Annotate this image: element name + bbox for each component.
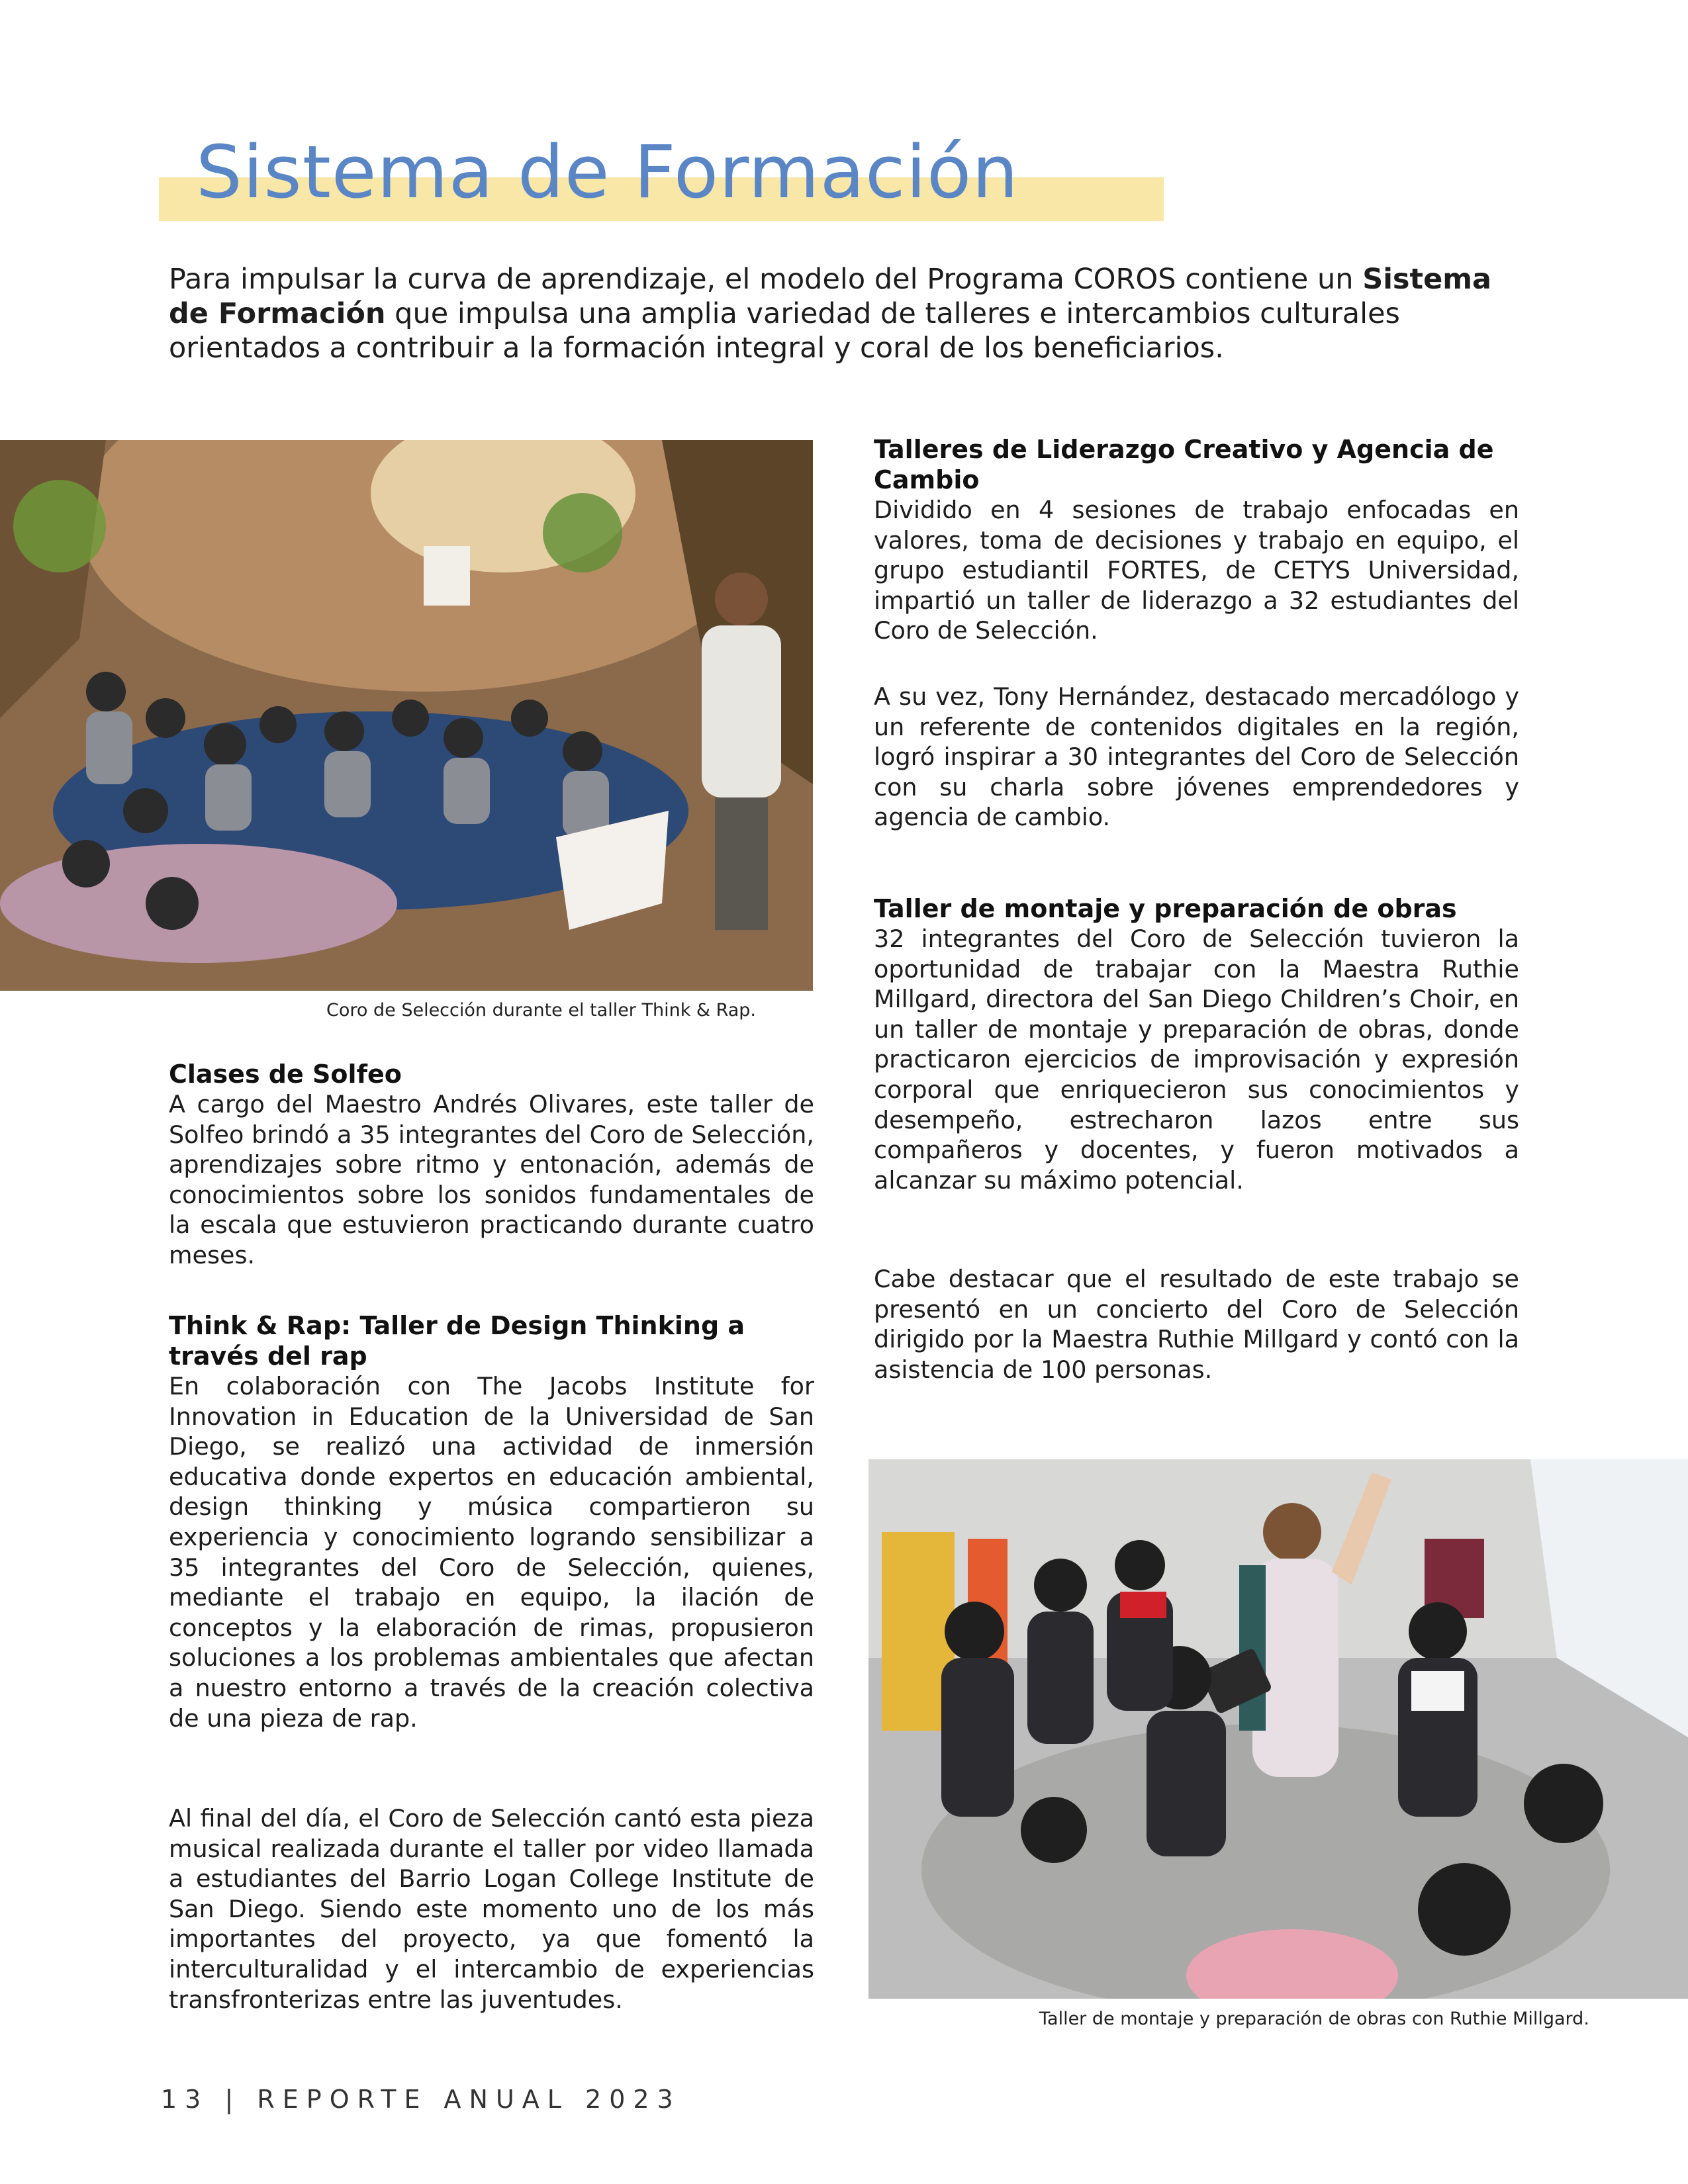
photo1-caption: Coro de Selección durante el taller Think & Rap. [326,1000,757,1021]
section-heading: Taller de montaje y preparación de obras [874,894,1457,923]
section-solfeo [169,1059,814,1271]
intro-bold-term: Sistema de Formación [169,263,1492,330]
section-think-rap [169,1310,814,1733]
section-body: A cargo del Maestro Andrés Olivares, este taller de Solfeo brindó a 35 integrantes del Coro de Selección, aprendizajes sobre ritmo y entonación, además de conocimientos sobre los sonidos fundamentales de la escala que estuvieron practicando durante cuatro meses. [169,1090,814,1269]
page-title: Sistema de Formación [196,130,1019,214]
section-heading: Clases de Solfeo [169,1060,402,1089]
section-heading: Think & Rap: Taller de Design Thinking a través del rap [169,1311,745,1371]
section-think-rap-continued [169,1803,814,2015]
section-body: A su vez, Tony Hernández, destacado mercadólogo y un referente de contenidos digitales en la región, logró inspirar a 30 integrantes del Coro de Selección con su charla sobre jóvenes emprendedores y agencia de cambio. [874,682,1519,832]
intro-text-end: que impulsa una amplia variedad de talleres e intercambios culturales orientados a contribuir a la formación integral y coral de los beneficiarios. [169,297,1400,365]
page-number: 13 [161,2085,209,2114]
photo2-caption: Taller de montaje y preparación de obras con Ruthie Millgard. [1039,2009,1589,2029]
section-liderazgo-continued [874,682,1519,833]
section-body: Dividido en 4 sesiones de trabajo enfocadas en valores, toma de decisiones y trabajo en equipo, el grupo estudiantil FORTES, de CETYS Universidad, impartió un taller de liderazgo a 32 estudiantes del Coro de Selección. [874,496,1519,645]
section-montaje-continued [874,1264,1519,1385]
report-label: REPORTE ANUAL 2023 [257,2085,681,2114]
section-liderazgo [874,434,1519,646]
footer-separator: | [224,2085,242,2114]
page-footer [161,2085,681,2114]
photo-think-and-rap [0,440,813,991]
section-montaje [874,893,1519,1195]
section-body: Al final del día, el Coro de Selección cantó esta pieza musical realizada durante el taller por video llamada a estudiantes del Barrio Logan College Institute de San Diego. Siendo este momento uno de los más importantes del proyecto, ya que fomentó la interculturalidad y el intercambio de experiencias transfronterizas entre las juventudes. [169,1804,814,2014]
section-body: 32 integrantes del Coro de Selección tuvieron la oportunidad de trabajar con la Maestra Ruthie Millgard, directora del San Diego Children’s Choir, en un taller de montaje y preparación de obras, donde practicaron ejercicios de improvisación y expresión corporal que enriquecieron sus conocimientos y desempeño, estrecharon lazos entre sus compañeros y docentes, y fueron motivados a alcanzar su máximo potencial. [874,925,1519,1195]
intro-text-start: Para impulsar la curva de aprendizaje, el modelo del Programa COROS contiene un [169,263,1363,296]
intro-paragraph [169,262,1526,365]
section-heading: Talleres de Liderazgo Creativo y Agencia de Cambio [874,435,1494,494]
section-body: Cabe destacar que el resultado de este trabajo se presentó en un concierto del Coro de Selección dirigido por la Maestra Ruthie Millgard y contó con la asistencia de 100 personas. [874,1265,1519,1384]
photo-montaje-workshop [868,1459,1688,1999]
section-body: En colaboración con The Jacobs Institute for Innovation in Education de la Universidad de San Diego, se realizó una actividad de inmersión educativa donde expertos en educación ambiental, design thinking y música compartieron su experiencia y conocimiento logrando sensibilizar a 35 integrantes del Coro de Selección, quienes, mediante el trabajo en equipo, la ilación de conceptos y la elaboración de rimas, propusieron soluciones a los problemas ambientales que afectan a nuestro entorno a través de la creación colectiva de una pieza de rap. [169,1372,814,1733]
